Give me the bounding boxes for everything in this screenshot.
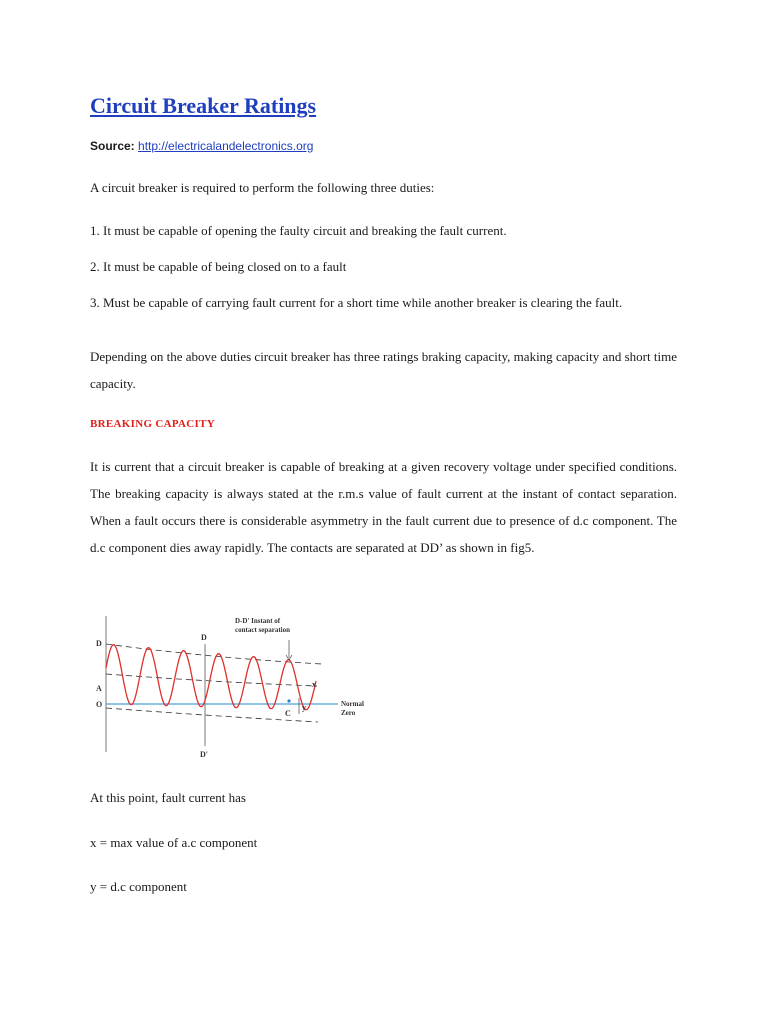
duty-item-3: 3. Must be capable of carrying fault current for a short time while another breaker is clearing the fault. bbox=[90, 295, 623, 310]
page-title: Circuit Breaker Ratings bbox=[90, 93, 317, 118]
label-d-left: D bbox=[96, 639, 102, 648]
annotation-text-line1: D-D' Instant of bbox=[235, 617, 281, 625]
label-d-top: D bbox=[201, 633, 207, 642]
source-link[interactable]: http://electricalandelectronics.org bbox=[138, 139, 314, 153]
label-d-prime: D' bbox=[200, 750, 208, 759]
annotation-text-line2: contact separation bbox=[235, 626, 291, 634]
section-heading-breaking-capacity: BREAKING CAPACITY bbox=[90, 418, 215, 430]
intro-paragraph: A circuit breaker is required to perform the following three duties: bbox=[90, 180, 435, 195]
label-c: C bbox=[285, 709, 291, 718]
breaking-capacity-paragraph: It is current that a circuit breaker is capable of breaking at a given recovery voltage under specified conditions. The breaking capacity is always stated at the r.m.s value of fault current at the instant of contact separation. When a fault occurs there is considerable asymmetry in the fault current due to presence of d.c component. The d.c component dies away rapidly. The contacts are separated at DD’ as shown in fig5. bbox=[90, 459, 677, 555]
fault-current-wave bbox=[106, 645, 316, 710]
label-a: A bbox=[96, 684, 102, 693]
duty-item-2: 2. It must be capable of being closed on to a fault bbox=[90, 259, 347, 274]
ratings-paragraph: Depending on the above duties circuit breaker has three ratings braking capacity, making capacity and short time capacity. bbox=[90, 349, 677, 391]
after-figure-paragraph: At this point, fault current has bbox=[90, 790, 246, 805]
fault-current-figure bbox=[92, 606, 382, 766]
y-definition: y = d.c component bbox=[90, 879, 187, 894]
source-label: Source: bbox=[90, 139, 135, 153]
source-line bbox=[90, 139, 313, 153]
duty-item-1: 1. It must be capable of opening the faulty circuit and breaking the fault current. bbox=[90, 223, 507, 238]
label-normal: Normal bbox=[341, 700, 364, 708]
label-o: O bbox=[96, 700, 103, 709]
point-c-marker bbox=[287, 699, 290, 702]
label-y: y bbox=[302, 703, 306, 712]
label-zero: Zero bbox=[341, 709, 356, 717]
label-x: x bbox=[312, 680, 316, 689]
x-definition: x = max value of a.c component bbox=[90, 835, 258, 850]
fault-current-diagram bbox=[92, 606, 382, 766]
